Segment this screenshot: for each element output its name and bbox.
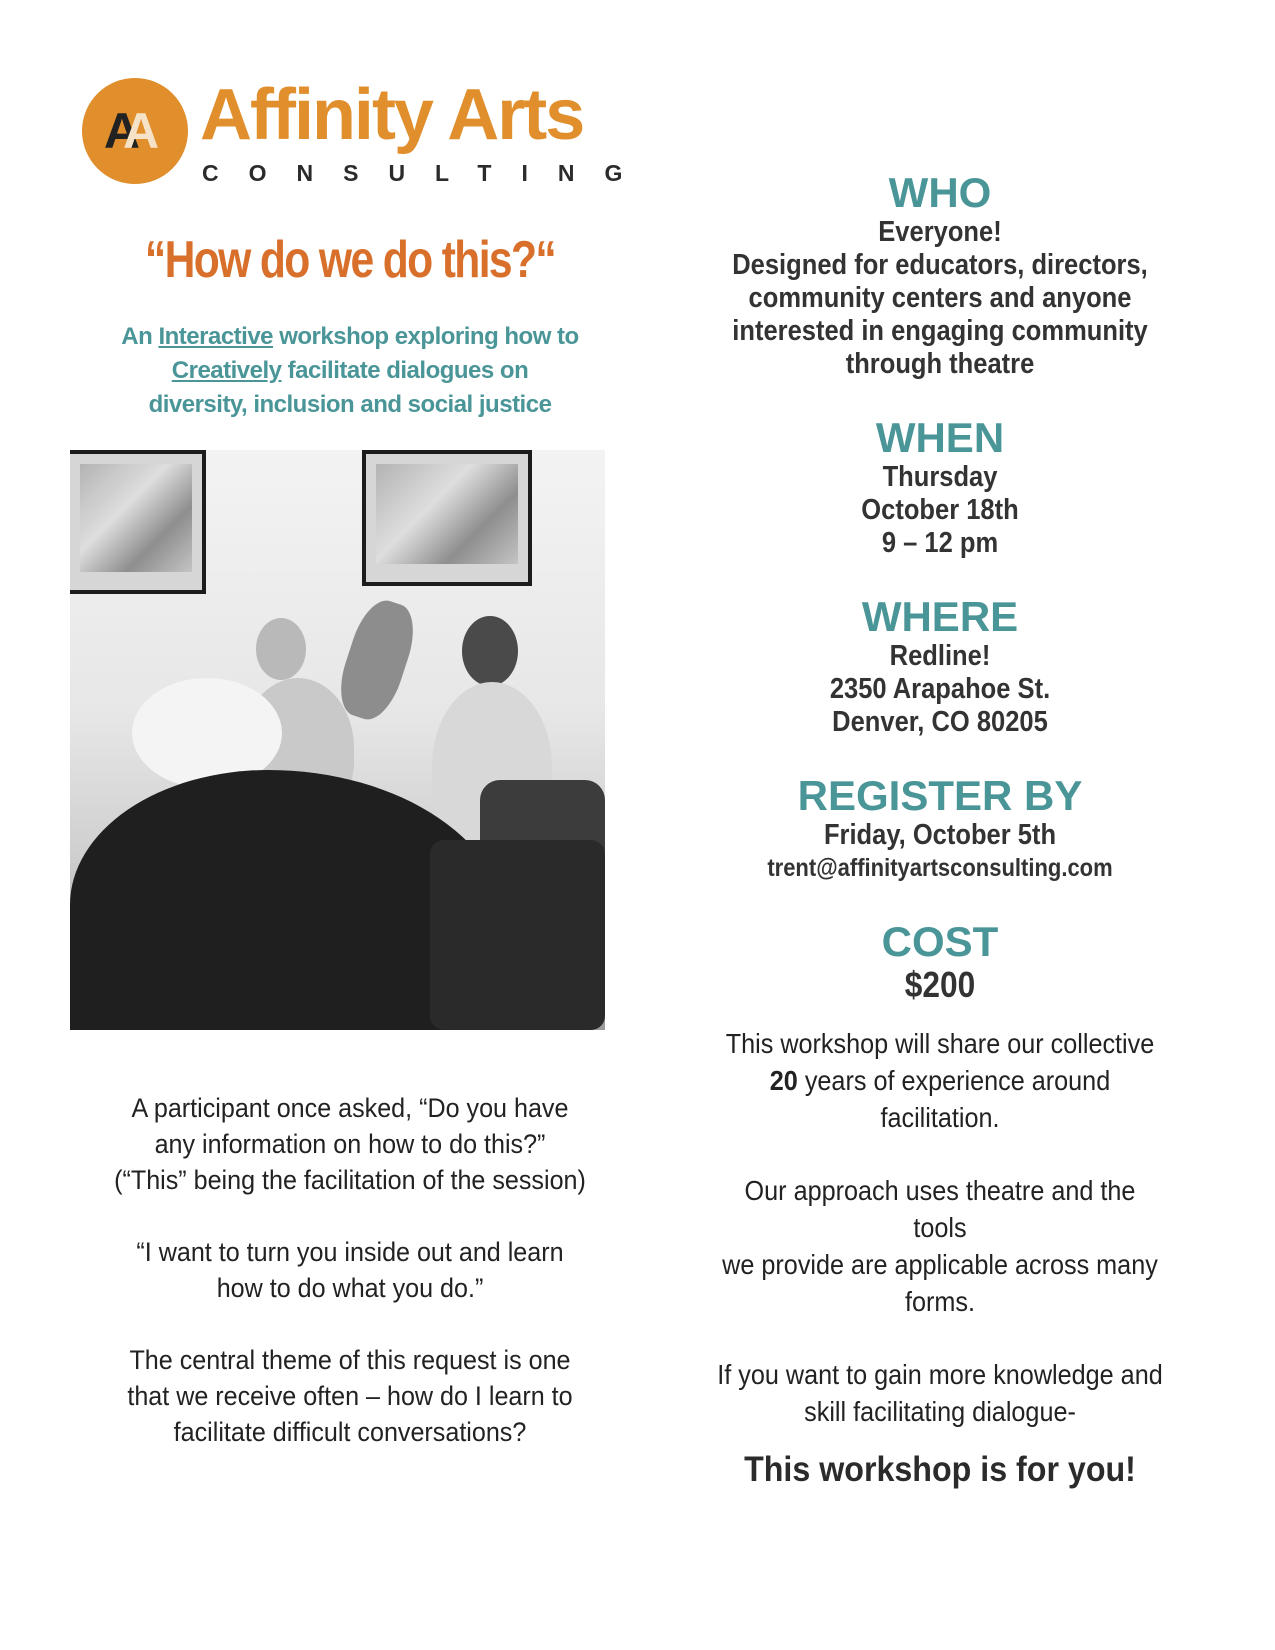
when-section: WHEN Thursday October 18th 9 – 12 pm	[690, 415, 1190, 560]
register-date: Friday, October 5th	[823, 819, 1057, 851]
where-heading: WHERE	[861, 593, 1019, 640]
wall-frame-right	[362, 450, 532, 586]
company-logo	[70, 70, 653, 190]
cost-heading: COST	[881, 918, 999, 965]
register-email-link[interactable]: trent@affinityartsconsulting.com	[767, 854, 1113, 882]
register-section	[690, 773, 1190, 885]
headline: “How do we do this?“	[144, 231, 556, 289]
register-heading: REGISTER BY	[797, 772, 1083, 819]
logo-name: Affinity Arts	[200, 75, 584, 155]
cost-section	[690, 919, 1190, 1005]
closing-tagline: This workshop is for you!	[744, 1450, 1136, 1489]
price: $200	[904, 964, 976, 1005]
subheadline: An Interactive workshop exploring how to Creatively facilitate dialogues on diversity, inclusion and social justice	[121, 323, 579, 418]
where-section: WHERE Redline! 2350 Arapahoe St. Denver, CO 80205	[690, 594, 1190, 739]
logo-mark: AA	[82, 78, 188, 184]
who-heading: WHO	[888, 169, 992, 216]
right-column	[690, 170, 1190, 1490]
quote-text: A participant once asked, “Do you have any information on how to do this?” (“This” being the facilitation of the session) “I want to turn you inside out and learn how to do what you do.” The central theme of this request is one that we receive often – how do I learn to facilitate difficult conversations?	[114, 1093, 586, 1447]
logo-subtitle: CONSULTING	[202, 160, 653, 186]
description: This workshop will share our collective 20 years of experience around facilitation. Our approach uses theatre and the tools we provide are applicable across many forms. If you want to gain more knowledge and skill facilitating dialogue-	[717, 1028, 1163, 1427]
workshop-photo	[70, 450, 605, 1030]
when-heading: WHEN	[875, 414, 1005, 461]
who-section: WHO Everyone! Designed for educators, directors, community centers and anyone interested in engaging community through theatre	[690, 170, 1190, 381]
left-column	[70, 70, 653, 1486]
wall-frame-left	[70, 450, 206, 594]
